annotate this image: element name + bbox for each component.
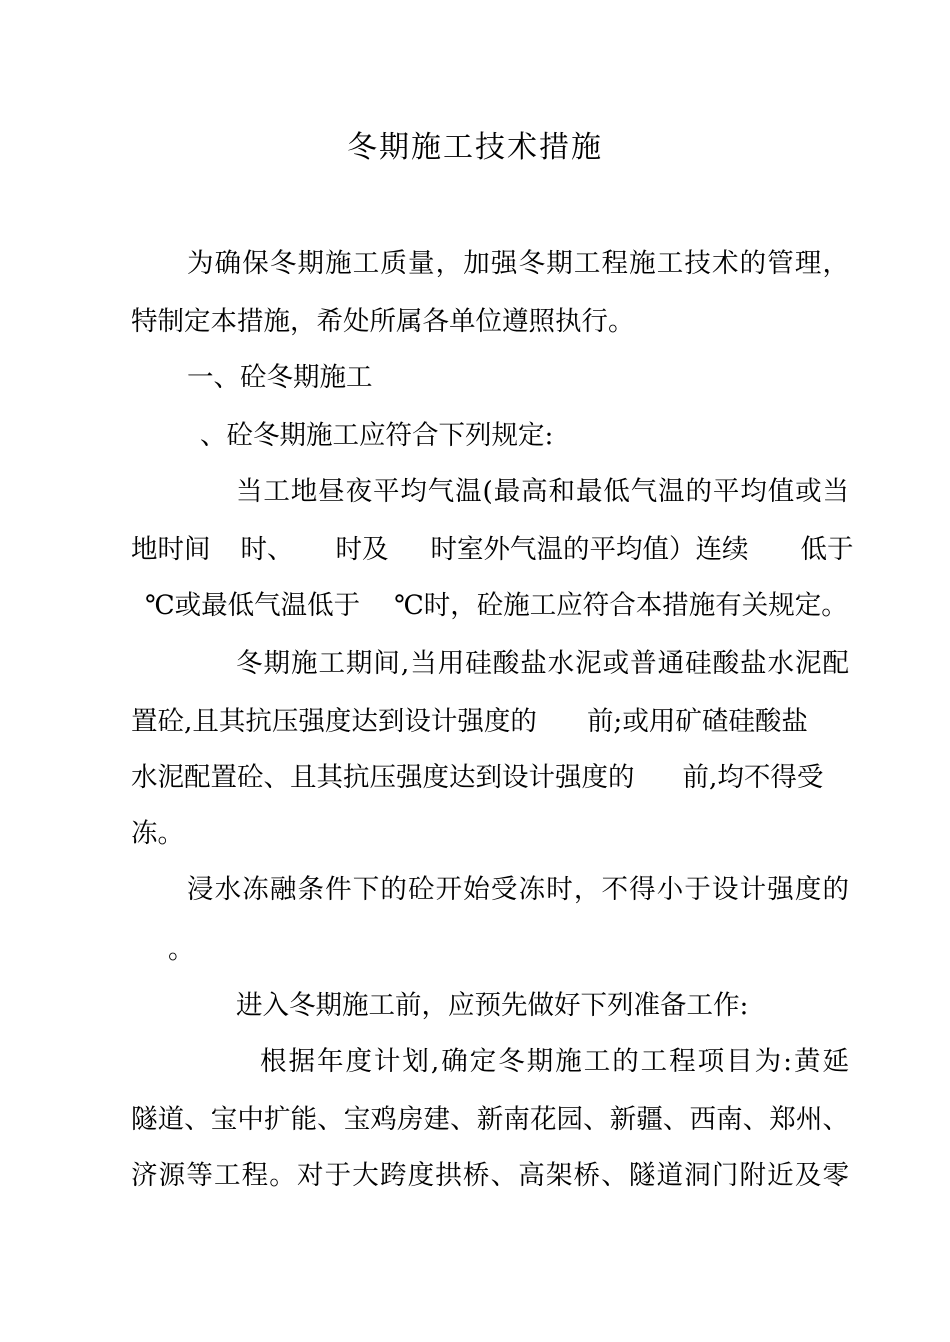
- p1-line-2-seg-a: 地时间: [131, 534, 211, 565]
- p1-line-1: 当工地昼夜平均气温(最高和最低气温的平均值或当: [236, 476, 849, 507]
- p2-line-3: [131, 758, 823, 798]
- p2-line-2-seg-a: 置砼,且其抗压强度达到设计强度的: [131, 706, 537, 737]
- p2-line-4: 冻。: [131, 818, 184, 849]
- p2-line-3-seg-a: 水泥配置砼、且其抗压强度达到设计强度的: [131, 762, 635, 793]
- p1-line-3-seg-b: ℃时，砼施工应符合本措施有关规定。: [394, 590, 848, 621]
- p5-line-2: 隧道、宝中扩能、宝鸡房建、新南花园、新疆、西南、郑州、: [131, 1104, 849, 1135]
- p3-line-1: 浸水冻融条件下的砼开始受冻时，不得小于设计强度的: [187, 874, 849, 905]
- p5-line-1: 根据年度计划,确定冬期施工的工程项目为:黄延: [260, 1046, 849, 1077]
- p2-line-1: 冬期施工期间,当用硅酸盐水泥或普通硅酸盐水泥配: [236, 648, 849, 679]
- p3-line-2: 。: [168, 934, 195, 965]
- p1-line-2-seg-b: 时、: [240, 534, 294, 565]
- p1-line-2-seg-c: 时及: [335, 534, 389, 565]
- p1-line-3-seg-a: ℃或最低气温低于: [145, 590, 361, 621]
- p2-line-3-seg-b: 前,均不得受: [682, 762, 824, 793]
- p1-line-2-seg-d: 时室外气温的平均值）连续: [430, 534, 749, 565]
- p1-line-2-seg-e: 低于: [800, 534, 854, 565]
- intro-line-1: 为确保冬期施工质量，加强冬期工程施工技术的管理，: [187, 248, 849, 279]
- document-title: 冬期施工技术措施: [347, 130, 603, 165]
- p4-line-1: 进入冬期施工前，应预先做好下列准备工作:: [236, 990, 749, 1021]
- intro-line-2: 特制定本措施，希处所属各单位遵照执行。: [131, 306, 635, 337]
- p1-line-3: [145, 586, 848, 626]
- p2-line-2: [131, 702, 808, 742]
- p2-line-2-seg-b: 前;或用矿碴硅酸盐: [586, 706, 808, 737]
- section-heading: 一、砼冬期施工: [187, 362, 373, 393]
- p1-line-2: [131, 530, 854, 570]
- sub-heading: 、砼冬期施工应符合下列规定:: [200, 420, 554, 451]
- p5-line-3: 济源等工程。对于大跨度拱桥、高架桥、隧道洞门附近及零: [131, 1160, 849, 1191]
